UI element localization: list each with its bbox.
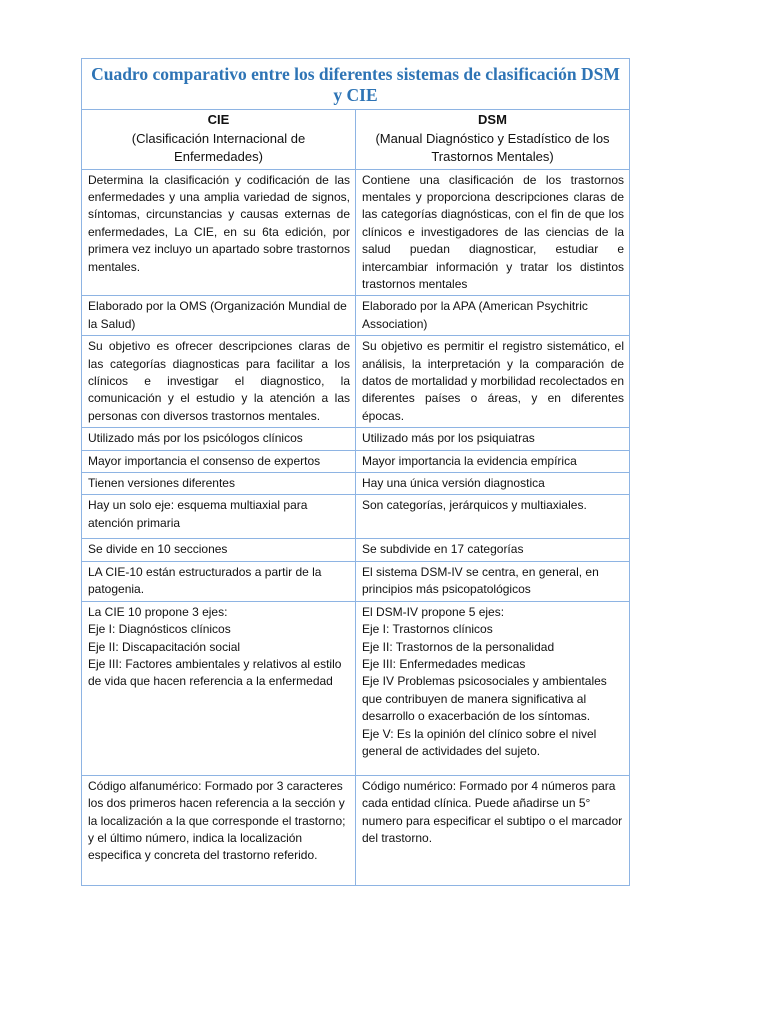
table-row <box>82 169 629 296</box>
cie-axis-line: Eje II: Discapacitación social <box>88 639 241 654</box>
cie-cell: Se divide en 10 secciones <box>82 539 356 561</box>
table-row <box>82 428 629 450</box>
cie-axes-cell <box>82 601 356 775</box>
dsm-cell: Son categorías, jerárquicos y multiaxiales. <box>356 495 630 539</box>
comparison-document <box>81 58 630 886</box>
cie-cell: Tienen versiones diferentes <box>82 473 356 495</box>
cie-axis-line: Eje I: Diagnósticos clínicos <box>88 622 231 637</box>
document-title: Cuadro comparativo entre los diferentes sistemas de clasificación DSM y CIE <box>82 59 629 110</box>
table-row <box>82 450 629 472</box>
dsm-axis-line: Eje II: Trastornos de la personalidad <box>362 639 555 654</box>
header-dsm-abbr: DSM <box>478 112 507 127</box>
table-row <box>82 296 629 336</box>
table-row <box>82 336 629 428</box>
dsm-cell: Código numérico: Formado por 4 números para cada entidad clínica. Puede añadirse un 5° numero para especificar el subtipo o el marcador del trastorno. <box>356 775 630 885</box>
table-row <box>82 495 629 539</box>
cie-cell: Código alfanumérico: Formado por 3 caracteres los dos primeros hacen referencia a la sección y la localización a la que corresponde el trastorno; y el último número, indica la localización especifica y concreta del trastorno referido. <box>82 775 356 885</box>
table-row <box>82 601 629 775</box>
table-row <box>82 561 629 601</box>
header-dsm-full: (Manual Diagnóstico y Estadístico de los Trastornos Mentales) <box>375 130 610 164</box>
dsm-cell: Elaborado por la APA (American Psychitric Association) <box>356 296 630 336</box>
header-cie-abbr: CIE <box>207 112 230 127</box>
header-cie <box>82 110 356 169</box>
dsm-axis-line: Eje V: Es la opinión del clínico sobre el nivel general de actividades del sujeto. <box>362 726 597 759</box>
comparison-table <box>82 110 629 885</box>
dsm-cell: El sistema DSM-IV se centra, en general, en principios más psicopatológicos <box>356 561 630 601</box>
cie-cell: LA CIE-10 están estructurados a partir de la patogenia. <box>82 561 356 601</box>
dsm-cell: Utilizado más por los psiquiatras <box>356 428 630 450</box>
cie-axis-line: La CIE 10 propone 3 ejes: <box>88 604 228 619</box>
header-cie-full: (Clasificación Internacional de Enfermedades) <box>131 130 306 164</box>
dsm-axes-cell <box>356 601 630 775</box>
cie-cell: Elaborado por la OMS (Organización Mundial de la Salud) <box>82 296 356 336</box>
header-row <box>82 110 629 169</box>
cie-cell: Mayor importancia el consenso de expertos <box>82 450 356 472</box>
header-dsm <box>356 110 630 169</box>
dsm-cell: Se subdivide en 17 categorías <box>356 539 630 561</box>
dsm-axis-line: Eje I: Trastornos clínicos <box>362 622 493 637</box>
dsm-axis-line: Eje III: Enfermedades medicas <box>362 657 526 672</box>
dsm-axis-line: Eje IV Problemas psicosociales y ambientales que contribuyen de manera significativa al desarrollo o exacerbación de los síntomas. <box>362 674 607 724</box>
cie-axis-line: Eje III: Factores ambientales y relativos al estilo de vida que hacen referencia a la enfermedad <box>88 657 342 689</box>
dsm-axis-line: El DSM-IV propone 5 ejes: <box>362 604 505 619</box>
dsm-cell: Hay una única versión diagnostica <box>356 473 630 495</box>
dsm-cell: Mayor importancia la evidencia empírica <box>356 450 630 472</box>
cie-cell: Hay un solo eje: esquema multiaxial para atención primaria <box>82 495 356 539</box>
table-row <box>82 539 629 561</box>
cie-cell: Su objetivo es ofrecer descripciones claras de las categorías diagnosticas para facilitar a los clínicos e investigar el diagnostico, la comunicación y el estudio y la atención a las personas con diversos trastornos mentales. <box>82 336 356 428</box>
table-row <box>82 473 629 495</box>
cie-cell: Utilizado más por los psicólogos clínicos <box>82 428 356 450</box>
dsm-cell: Su objetivo es permitir el registro sistemático, el análisis, la interpretación y la comparación de datos de mortalidad y morbilidad recolectados en diferentes países o áreas, y en diferentes épocas. <box>356 336 630 428</box>
cie-cell: Determina la clasificación y codificación de las enfermedades y una amplia variedad de signos, síntomas, circunstancias y causas externas de enfermedades, La CIE, en su 6ta edición, por primera vez incluyo un apartado sobre trastornos mentales. <box>82 169 356 296</box>
dsm-cell: Contiene una clasificación de los trastornos mentales y proporciona descripciones claras de las categorías diagnósticas, con el fin de que los clínicos e investigadores de las ciencias de la salud puedan diagnosticar, estudiar e intercambiar información y tratar los distintos trastornos mentales <box>356 169 630 296</box>
table-row <box>82 775 629 885</box>
